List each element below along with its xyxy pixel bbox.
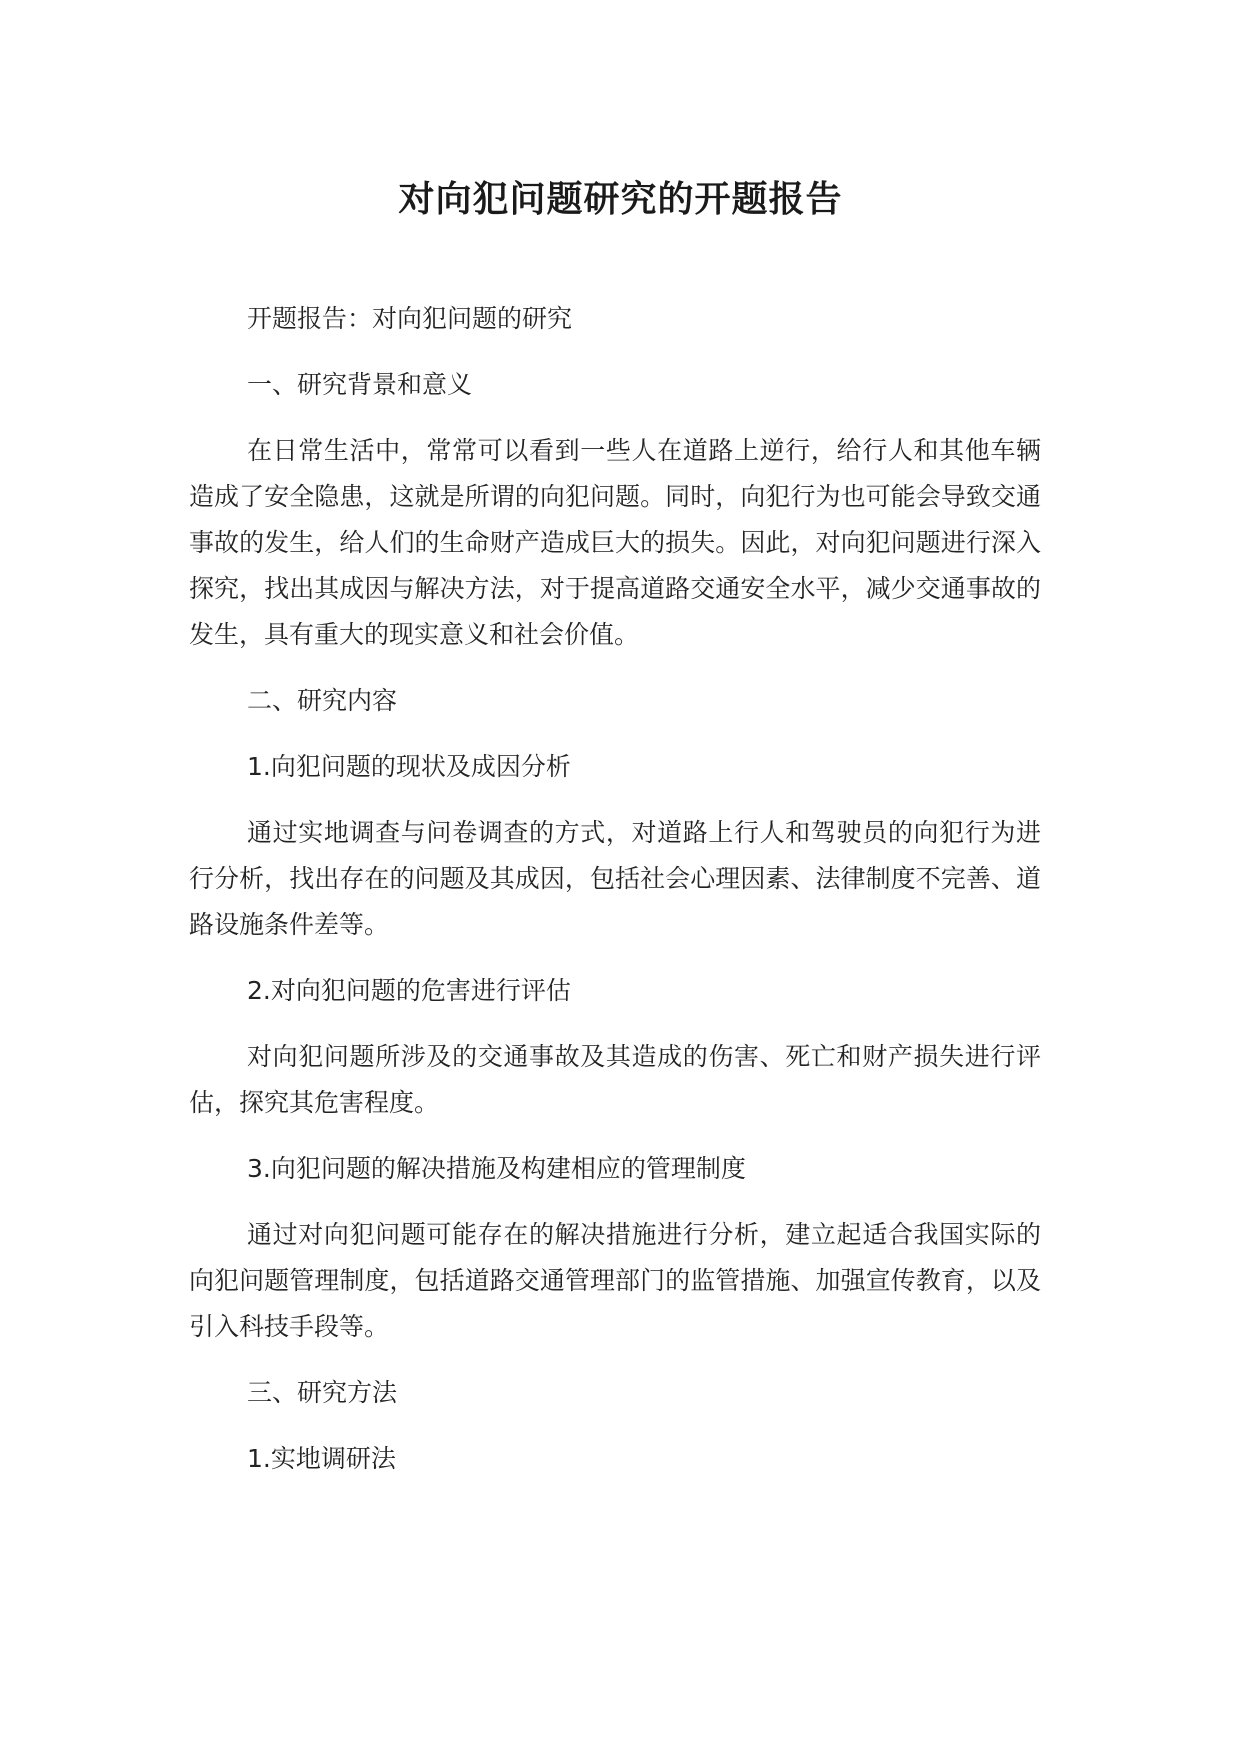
paragraph-solutions: 通过对向犯问题可能存在的解决措施进行分析，建立起适合我国实际的向犯问题管理制度，包括道路交通管理部门的监管措施、加强宣传教育，以及引入科技手段等。 — [189, 1220, 1041, 1341]
paragraph-harm-assessment: 对向犯问题所涉及的交通事故及其造成的伤害、死亡和财产损失进行评估，探究其危害程度。 — [189, 1042, 1041, 1117]
section-heading-background: 一、研究背景和意义 — [247, 370, 473, 399]
report-subtitle: 开题报告：对向犯问题的研究 — [247, 304, 573, 333]
subheading-status-analysis: 1.向犯问题的现状及成因分析 — [247, 752, 571, 781]
paragraph-background: 在日常生活中，常常可以看到一些人在道路上逆行，给行人和其他车辆造成了安全隐患，这就是所谓的向犯问题。同时，向犯行为也可能会导致交通事故的发生，给人们的生命财产造成巨大的损失。因此，对向犯问题进行深入探究，找出其成因与解决方法，对于提高道路交通安全水平，减少交通事故的发生，具有重大的现实意义和社会价值。 — [189, 436, 1041, 649]
section-heading-methods: 三、研究方法 — [247, 1378, 398, 1407]
section-heading-content: 二、研究内容 — [247, 686, 398, 715]
document-title: 对向犯问题研究的开题报告 — [398, 179, 843, 220]
subheading-field-research: 1.实地调研法 — [247, 1444, 396, 1473]
document-body — [189, 296, 1041, 1502]
subheading-solutions: 3.向犯问题的解决措施及构建相应的管理制度 — [247, 1154, 746, 1183]
subheading-harm-assessment: 2.对向犯问题的危害进行评估 — [247, 976, 571, 1005]
paragraph-status-analysis: 通过实地调查与问卷调查的方式，对道路上行人和驾驶员的向犯行为进行分析，找出存在的问题及其成因，包括社会心理因素、法律制度不完善、道路设施条件差等。 — [189, 818, 1041, 939]
